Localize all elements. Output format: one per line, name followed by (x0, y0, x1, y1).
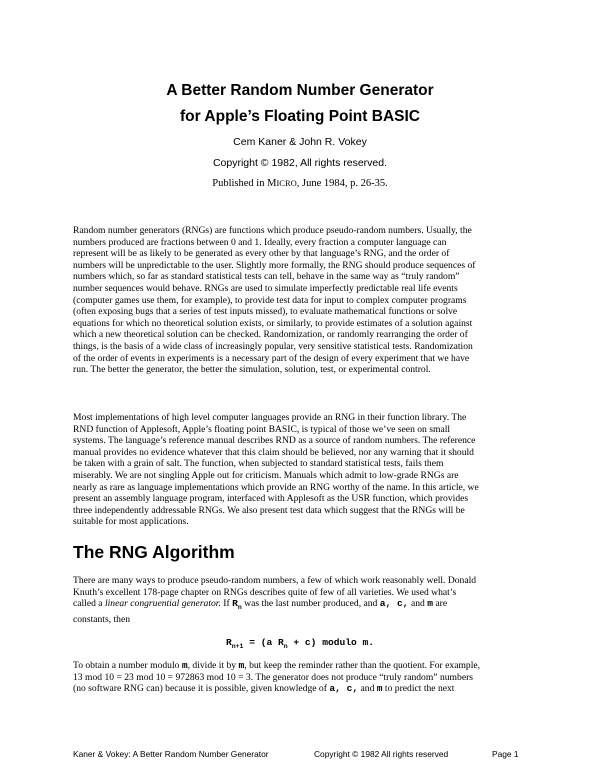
paragraph-line: manual provides no evidence whatever that this claim should be believed, nor any warning that it should (73, 446, 474, 458)
text-run: To obtain a number modulo (73, 660, 182, 671)
paragraph-line: numbers which, so far as standard statistical tests can tell, behave in the same way as “truly random” (73, 271, 460, 283)
paragraph-line: of the order of events in experiments is a necessary part of the design of every experiment that we have (73, 352, 470, 364)
paragraph-line: Random number generators (RNGs) are functions which produce pseudo-random numbers. Usually, the (73, 225, 472, 236)
paragraph-line (73, 660, 533, 672)
paragraph-line: numbers produced are fractions between 0 and 1. Ideally, every fraction a computer language can (73, 236, 447, 248)
lcg-formula (0, 637, 600, 650)
text-run: If (220, 598, 233, 610)
variable-m: m (376, 683, 383, 695)
paragraph-line: miserably. We are not singling Apple out for criticism. Manuals which admit to low-grade RNGs are (73, 469, 459, 481)
paragraph-line: nearly as rare as language implementations which provide an RNG worthy of the name. In this article, we (73, 481, 479, 493)
variable-rn (232, 598, 242, 612)
paragraph-line: Knuth’s excellent 178-page chapter on RNGs describes quite of few of all varieties. We used what’s (73, 586, 457, 598)
variable-m: m (238, 660, 245, 671)
modulo-paragraph (73, 660, 533, 695)
intro-paragraph (73, 225, 533, 376)
text-run: was the last number produced, and (241, 598, 380, 610)
paragraph-line: number sequences would behave. RNGs are used to simulate imperfectly predictable real life events (73, 282, 458, 294)
algorithm-paragraph (73, 575, 533, 625)
variables-a-c: a, c, (329, 683, 359, 695)
authors: Cem Kaner & John R. Vokey (233, 136, 367, 148)
paragraph-line: RND function of Applesoft, Apple’s floating point BASIC, is typical of those we’ve seen on small (73, 423, 451, 435)
formula-middle: = (a R (243, 637, 284, 648)
text-run: to predict the next (382, 683, 455, 695)
paragraph-line (73, 683, 533, 695)
paragraph-line: three independently addressable RNGs. We also present test data which suggest that the RNGs will be (73, 504, 465, 516)
publication-prefix: Published in M (212, 178, 277, 189)
paragraph-line: 13 mod 10 = 23 mod 10 = 972863 mod 10 = 3. The generator does not produce “truly random” numbers (73, 671, 474, 683)
copyright-line: Copyright © 1982, All rights reserved. (212, 157, 388, 169)
text-run: , but keep the reminder rather than the quotient. For example, (244, 660, 481, 671)
footer-title: Kaner & Vokey: A Better Random Number Generator (73, 749, 269, 759)
paragraph-line: constants, then (73, 613, 131, 625)
paragraph-line: (often exposing bugs that a series of test inputs missed), to evaluate mathematical functions or solve (73, 306, 458, 318)
variable-m: m (181, 660, 188, 671)
text-run: called a (73, 598, 105, 610)
publication-magazine-smallcaps: ICRO (276, 178, 297, 188)
paragraph-line (73, 598, 533, 614)
paragraph-line: represent will be as likely to be generated as every other by that language’s RNG, and the order of (73, 248, 450, 260)
publication-suffix: , June 1984, p. 26-35. (296, 178, 388, 189)
paragraph-line: Most implementations of high level computer languages provide an RNG in their function library. The (73, 412, 467, 423)
text-run: and (358, 683, 377, 695)
paragraph-line: There are many ways to produce pseudo-random numbers, a few of which work reasonably well. Donald (73, 575, 477, 586)
footer-page-number: Page 1 (492, 749, 519, 759)
text-run: , divide it by (187, 660, 239, 671)
formula-r: R (225, 637, 232, 648)
paragraph-line: be taken with a grain of salt. The function, when subjected to standard statistical tests, fails them (73, 458, 444, 470)
subscript-n: n (237, 604, 242, 612)
section-heading: The RNG Algorithm (73, 542, 235, 562)
text-run: and (408, 598, 428, 610)
paragraph-line: suitable for most applications. (73, 516, 189, 528)
paragraph-line: things, is the basis of a wide class of increasingly popular, very sensitive statistical tests. Randomization (73, 340, 473, 352)
formula-subscript-n-plus-1: n+1 (231, 642, 244, 650)
paragraph-line: (computer games use them, for example), to provide test data for input to complex computer programs (73, 294, 467, 306)
paragraph-line: present an assembly language program, interfaced with Applesoft as the USR function, which provides (73, 493, 469, 505)
paragraph-line: systems. The language’s reference manual describes RND as a source of random numbers. The reference (73, 435, 476, 447)
second-paragraph (73, 412, 533, 528)
variable-m: m (427, 598, 433, 610)
text-run: (no software RNG can) because it is possible, given knowledge of (73, 683, 330, 695)
variables-a-c: a, c, (379, 598, 409, 610)
italic-term: linear congruential generator. (104, 598, 221, 610)
footer-copyright: Copyright © 1982 All rights reserved (314, 749, 449, 759)
title-line-2: for Apple’s Floating Point BASIC (180, 108, 420, 125)
paragraph-line: run. The better the generator, the better the simulation, solution, test, or experimental control. (73, 364, 431, 376)
paragraph-line: equations for which no theoretical solution exists, or similarly, to provide estimates of a solution against (73, 317, 473, 329)
publication-line (0, 178, 600, 189)
formula-end: + c) modulo m. (287, 637, 375, 648)
variable-r: R (232, 598, 238, 610)
text-run: are (432, 598, 448, 610)
title-line-1: A Better Random Number Generator (166, 82, 434, 99)
paragraph-line: numbers will be unpredictable to the user. Slightly more formally, the RNG should produce sequences of (73, 259, 476, 271)
formula-subscript-n: n (283, 642, 288, 650)
paragraph-line: which a new theoretical solution can be checked. Randomization, or randomly rearranging the order of (73, 329, 468, 341)
